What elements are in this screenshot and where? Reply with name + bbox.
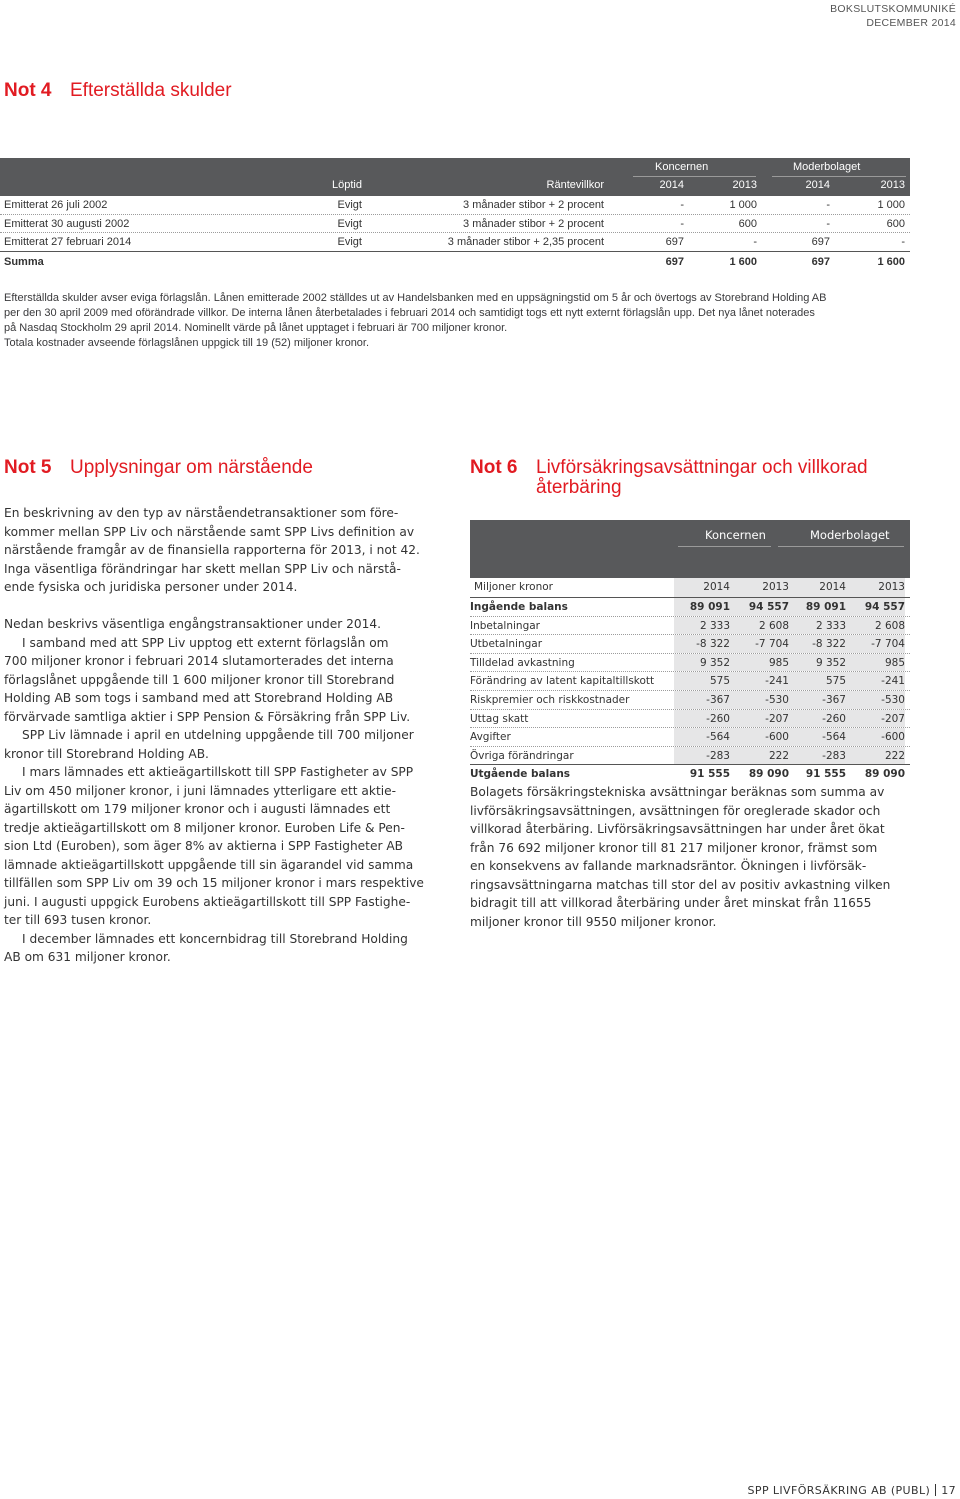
row-value: - [680,217,684,230]
note4-table-header [0,158,910,196]
row-label: Emitterat 26 juli 2002 [4,199,108,211]
paragraph-line: förlagslånet uppgående till 1 600 miljoner kronor till Storebrand [4,672,395,687]
sum-value: 697 [665,255,684,268]
row-label: Inbetalningar [470,619,540,632]
footer-company: SPP LIVFÖRSÄKRING AB (PUBL) [747,1484,931,1497]
paragraph-line: Efterställda skulder avser eviga förlagslån. Lånen emitterade 2002 ställdes ut av Handelsbanken med en uppsägningstid om 5 år och övertogs av Storebrand Holding AB [4,292,827,304]
row-label: Utbetalningar [470,638,543,651]
note6-title-line: återbäring [536,477,622,498]
note5-title: Upplysningar om närstående [70,457,313,478]
note4-col-year: 2013 [732,179,757,191]
table-row [470,691,910,710]
paragraph-line: ägartillskott om 179 miljoner kronor och i augusti lämnades ett [4,802,391,816]
table-row [470,654,910,673]
row-value: -7 704 [755,638,789,651]
row-value: 94 557 [748,601,789,613]
paragraph-line: tillfällen som SPP Liv om 39 och 15 miljoner kronor i mars respektive [4,876,424,890]
paragraph-line: bidragit till att villkorad återbäring under året minskat från 11655 [470,896,872,910]
table-row [470,728,910,747]
note6-heading [470,458,868,498]
row-value: 91 555 [689,768,730,781]
row-value: -241 [881,675,905,688]
paragraph-line: I samband med att SPP Liv upptog ett externt förlagslån om [22,635,389,650]
row-label: Ingående balans [470,601,568,613]
row-rantevillkor: 3 månader stibor + 2 procent [463,217,604,230]
row-value: -8 322 [696,638,730,651]
row-value: 2 608 [758,619,789,632]
row-value: -530 [881,693,905,706]
row-value: - [753,236,757,248]
paragraph-line: Holding AB som togs i samband med att Storebrand Holding AB [4,691,394,705]
note4-col-loptid: Löptid [332,179,362,191]
row-value: 575 [825,675,846,688]
note6-col-year: 2013 [762,581,789,593]
note4-text [4,291,904,351]
note5-number: Not 5 [4,457,52,478]
table-row [0,233,910,252]
column-shade [674,672,905,690]
note4-table [0,158,910,273]
row-value: 1 000 [729,199,757,211]
row-loptid: Evigt [337,199,362,211]
report-type: BOKSLUTSKOMMUNIKÉ [830,3,956,15]
row-value: 222 [768,749,789,762]
note6-table-header [470,520,910,578]
note6-group-moderbolaget: Moderbolaget [810,528,890,542]
paragraph-line: sion Ltd (Euroben), som äger 8% av aktierna i SPP Fastigheter AB [4,839,404,853]
note6-group-divider [678,546,771,547]
table-row [0,196,910,215]
note4-group-divider [772,176,906,177]
table-row [470,672,910,691]
paragraph-line: närstående framgår av de finansiella rapporterna för 2013, i not 42. [4,543,420,557]
page-number: 17 [941,1484,956,1497]
row-value: - [680,199,684,211]
row-label: Emitterat 30 augusti 2002 [4,217,130,230]
paragraph-line: kommer mellan SPP Liv och närstående samt SPP Livs definition av [4,524,415,539]
row-value: 2 333 [815,619,846,632]
paragraph-line: livförsäkringsavsättningen, avsättningen för oreglerade skador och [470,803,881,818]
note4-col-rantevillkor: Räntevillkor [546,179,604,191]
row-value: 985 [768,656,789,669]
paragraph-line: från 76 692 miljoner kronor till 81 217 miljoner kronor, främst som [470,840,878,855]
note4-col-year: 2014 [659,179,684,191]
paragraph-line: ringsavsättningarna matchas till stor del av positiv avkastning vilken [470,877,891,892]
sum-value: 697 [811,255,830,268]
row-value: -283 [706,749,730,762]
footer-separator [935,1484,936,1496]
paragraph-line: miljoner kronor till 9550 miljoner kronor. [470,914,717,929]
paragraph-line: på Nasdaq Stockholm 29 april 2014. Nominellt värde på lånet upptaget i februari är 700 miljoner kronor. [4,322,508,334]
row-value: 1 000 [877,199,905,211]
note4-col-year: 2013 [880,179,905,191]
document-header [830,2,956,30]
paragraph-line: I mars lämnades ett aktieägartillskott till SPP Fastigheter av SPP [22,765,414,779]
paragraph-line: Inga väsentliga förändringar har skett mellan SPP Liv och närstå- [4,561,401,576]
row-value: - [901,236,905,248]
paragraph-line: En beskrivning av den typ av närståendetransaktioner som före- [4,506,399,520]
paragraph-line: kronor till Storebrand Holding AB. [4,746,209,761]
row-value: -600 [765,731,789,744]
note6-col-year: 2014 [703,581,730,593]
note5-heading [4,458,313,478]
paragraph-line: SPP Liv lämnade i april en utdelning uppgående till 700 miljoner [22,728,414,742]
row-loptid: Evigt [337,217,362,230]
row-value: -564 [822,731,846,744]
note6-year-row [470,578,910,598]
note4-group-divider [633,176,756,177]
row-value: 697 [811,236,830,248]
row-value: 9 352 [815,656,846,669]
note6-text [470,783,930,931]
sum-row [0,252,910,273]
paragraph-line: juni. I augusti uppgick Eurobens aktieägartillskott till SPP Fastighe- [4,894,411,909]
paragraph-line: Nedan beskrivs väsentliga engångstransaktioner under 2014. [4,617,382,631]
row-label: Emitterat 27 februari 2014 [4,236,132,248]
note4-group-koncernen: Koncernen [655,161,709,173]
paragraph-line: förvärvade samtliga aktier i SPP Pension & Försäkring från SPP Liv. [4,709,411,724]
row-value: 2 333 [699,619,730,632]
paragraph-line: Bolagets försäkringstekniska avsättningar beräknas som summa av [470,785,885,799]
row-value: -283 [822,749,846,762]
table-row [0,215,910,234]
page-footer [748,1484,956,1497]
row-value: - [826,217,830,230]
paragraph-line: Liv om 450 miljoner kronor, i juni lämnades ytterligare ett aktie- [4,783,397,798]
row-value: 575 [709,675,730,688]
row-value: 89 091 [805,601,846,613]
paragraph-line: 700 miljoner kronor i februari 2014 slutamorterades det interna [4,654,394,668]
row-label: Uttag skatt [470,712,529,725]
table-row [470,617,910,636]
unit-label: Miljoner kronor [474,581,553,593]
row-value: -564 [706,731,730,744]
paragraph-line: per den 30 april 2009 med oförändrade villkor. De interna lånen återbetalades i februari 2014 och samtidigt togs ett nytt externt förlagslån upp. Det nya lånet noterades [4,307,815,319]
row-value: -530 [765,693,789,706]
row-value: 94 557 [864,601,905,613]
row-rantevillkor: 3 månader stibor + 2 procent [463,199,604,211]
table-row [470,747,910,766]
row-value: -600 [881,731,905,744]
row-value: -367 [822,693,846,706]
note4-col-year: 2014 [805,179,830,191]
paragraph-line: lämnade aktieägartillskott uppgående till sin ägarandel vid samma [4,857,414,872]
note6-group-divider [778,546,904,547]
paragraph-line: Totala kostnader avseende förlagslånen uppgick till 19 (52) miljoner kronor. [4,337,370,349]
table-row [470,765,910,784]
paragraph-line: AB om 631 miljoner kronor. [4,950,171,964]
row-label: Förändring av latent kapitaltillskott [470,675,655,688]
report-date: DECEMBER 2014 [866,17,956,29]
row-label: Utgående balans [470,768,571,781]
sum-value: 1 600 [877,255,905,268]
row-value: 89 091 [689,601,730,613]
row-value: -260 [822,712,846,725]
paragraph-spacer [4,597,454,616]
note6-title-line: Livförsäkringsavsättningar och villkorad [536,457,868,478]
row-value: 91 555 [805,768,846,781]
row-label: Tilldelad avkastning [470,656,575,669]
row-value: 697 [665,236,684,248]
row-value: -8 322 [812,638,846,651]
note4-number: Not 4 [4,80,52,101]
row-value: 89 090 [748,768,789,781]
row-label: Riskpremier och riskkostnader [470,693,630,706]
note6-number: Not 6 [470,457,518,478]
paragraph-line: en konsekvens av fallande marknadsräntor. Ökningen i livförsäk- [470,859,867,873]
note5-text [4,504,454,967]
note6-col-year: 2014 [819,581,846,593]
paragraph-line: tredje aktieägartillskott om 8 miljoner kronor. Euroben Life & Pen- [4,820,405,835]
row-value: 89 090 [864,768,905,781]
note6-title [536,458,868,498]
row-label: Övriga förändringar [470,749,574,762]
row-value: -207 [765,712,789,725]
row-label: Avgifter [470,731,511,744]
row-value: - [826,199,830,211]
sum-value: 1 600 [729,255,757,268]
note4-heading [4,81,232,101]
table-row [470,635,910,654]
row-value: 985 [884,656,905,669]
row-value: 9 352 [699,656,730,669]
row-value: 600 [886,217,905,230]
row-value: 600 [738,217,757,230]
row-value: 222 [884,749,905,762]
note6-table [470,520,910,784]
note4-title: Efterställda skulder [70,80,232,101]
row-value: -207 [881,712,905,725]
sum-label: Summa [4,255,44,268]
row-loptid: Evigt [337,236,362,248]
row-value: -241 [765,675,789,688]
note6-group-koncernen: Koncernen [705,528,766,542]
row-value: -7 704 [871,638,905,651]
row-rantevillkor: 3 månader stibor + 2,35 procent [447,236,604,248]
row-value: -367 [706,693,730,706]
note6-col-year: 2013 [878,581,905,593]
paragraph-line: ter till 693 tusen kronor. [4,913,152,927]
paragraph-line: ende fysiska och juridiska personer under 2014. [4,580,298,594]
paragraph-line: villkorad återbäring. Livförsäkringsavsättningen har under året ökat [470,822,885,836]
paragraph-line: I december lämnades ett koncernbidrag till Storebrand Holding [22,931,408,946]
row-value: -260 [706,712,730,725]
table-row [470,710,910,729]
note4-group-moderbolaget: Moderbolaget [793,161,861,173]
row-value: 2 608 [874,619,905,632]
table-row [470,598,910,617]
